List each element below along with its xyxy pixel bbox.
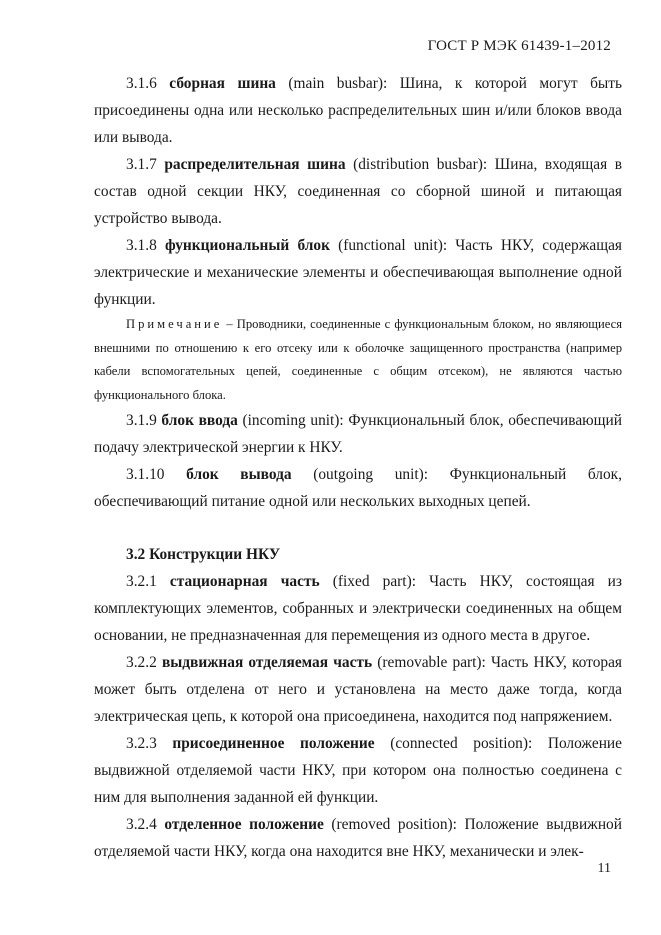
clause-3-2-1 [94,568,622,649]
clause-text: (outgoing unit): Функциональный блок, обеспечивающий питание одной или нескольких выходных цепей. [94,466,622,510]
clause-3-1-6 [94,70,622,151]
clause-number: 3.2.3 [126,735,157,752]
clause-term: присоединенное положение [172,735,375,752]
clause-3-2-2 [94,649,622,730]
clause-term: блок вывода [186,466,292,483]
note-label: Примечание [126,317,223,331]
clause-term: функциональный блок [164,237,330,254]
section-title: 3.2 Конструкции НКУ [126,546,281,563]
clause-number: 3.1.7 [126,156,157,173]
clause-3-1-10 [94,461,622,515]
clause-text: (removable part): Часть НКУ, которая может быть отделена от него и установлена на место даже тогда, когда электрическая цепь, к которой она присоединена, находится под напряжением. [94,654,622,725]
clause-number: 3.1.9 [126,412,157,429]
note [94,313,622,407]
clause-3-2-3 [94,730,622,811]
clause-text: (distribution busbar): Шина, входящая в состав одной секции НКУ, соединенная со сборной шиной и питающая устройство вывода. [94,156,622,227]
clause-3-1-9 [94,407,622,461]
clause-number: 3.2.4 [126,816,157,833]
clause-number: 3.1.8 [126,237,157,254]
clause-text: (functional unit): Часть НКУ, содержащая электрические и механические элементы и обеспечивающая выполнение одной функции. [94,237,622,308]
clause-text: (fixed part): Часть НКУ, состоящая из комплектующих элементов, собранных и электрически соединенных на общем основании, не предназначенная для перемещения из одного места в другое. [94,573,622,644]
clause-term: блок ввода [161,412,238,429]
clause-term: отделенное положение [164,816,324,833]
clause-number: 3.2.1 [126,573,157,590]
clause-number: 3.1.6 [126,75,157,92]
clause-number: 3.1.10 [126,466,165,483]
note-text: – Проводники, соединенные с функциональным блоком, но являющиеся внешними по отношению к его отсеку или к оболочке защищенного пространства (например кабели вспомогательных цепей, соединенные с общим отсеком), не являются частью функционального блока. [94,317,622,402]
clause-term: стационарная часть [169,573,320,590]
clause-3-1-8 [94,232,622,313]
clause-text: (main busbar): Шина, к которой могут быть присоединены одна или несколько распределительных шин и/или блоков ввода или вывода. [94,75,622,146]
clause-text: (incoming unit): Функциональный блок, обеспечивающий подачу электрической энергии к НКУ. [94,412,622,456]
clause-text: (connected position): Положение выдвижной отделяемой части НКУ, при котором она полностью соединена с ним для выполнения заданной ей функции. [94,735,622,806]
clause-term: сборная шина [169,75,276,92]
clause-3-2-4 [94,811,622,865]
clause-number: 3.2.2 [126,654,157,671]
page-number: 11 [597,861,611,876]
document-header: ГОСТ Р МЭК 61439-1–2012 [427,38,611,54]
document-body [94,70,622,865]
clause-text: (removed position): Положение выдвижной отделяемой части НКУ, когда она находится вне НКУ, механически и элек- [94,816,622,860]
clause-3-1-7 [94,151,622,232]
clause-term: выдвижная отделяемая часть [161,654,373,671]
clause-term: распределительная шина [164,156,346,173]
